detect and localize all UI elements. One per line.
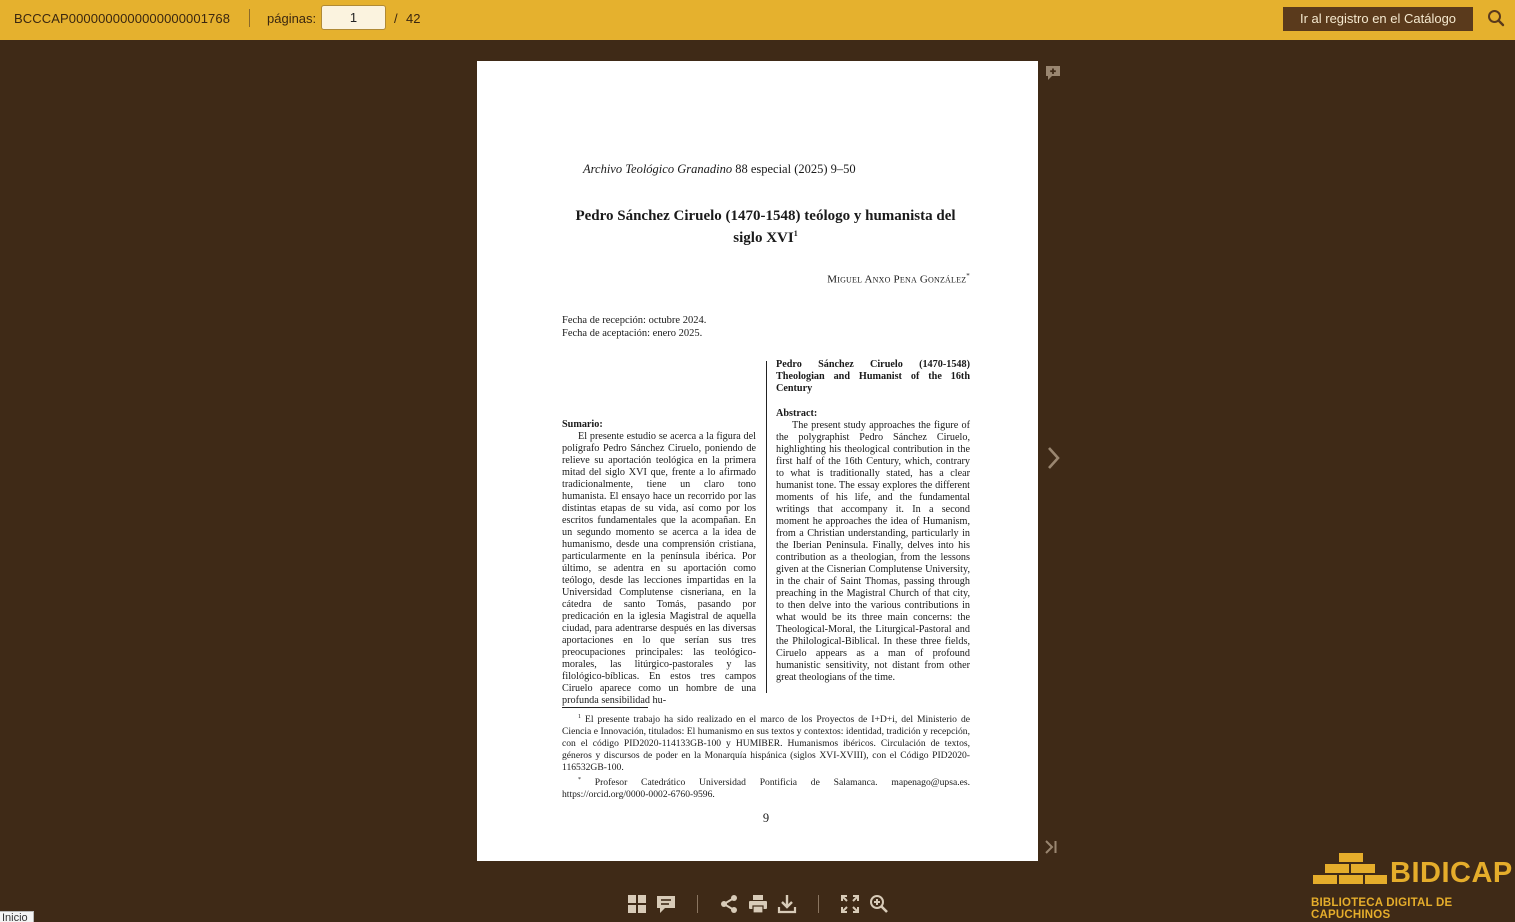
title-line-2: siglo XVI <box>733 230 794 246</box>
page-number-input[interactable] <box>321 5 386 30</box>
zoom-in-icon[interactable] <box>868 893 890 915</box>
logo-name: BIDICAP <box>1390 857 1513 889</box>
total-pages: 42 <box>406 11 421 26</box>
author-footnote-mark: * <box>966 272 970 280</box>
footnote-1-text: El presente trabajo ha sido realizado en el marco de los Proyectos de I+D+i, del Ministerio de Ciencia e Innovación, titulados: El humanismo en sus textos y contextos: identidad, tradición y recepción, con el código PID2020-114133GB-100 y HUMIBER. Humanismos ibéricos. Circulación de textos, géneros y discursos de poder en la Monarquía hispánica (siglos XVI-XVIII), con el Código PID2020-116532GB-100. <box>562 714 971 774</box>
summary-heading: Sumario: <box>562 419 603 430</box>
thumbnails-icon[interactable] <box>626 893 648 915</box>
top-toolbar <box>0 0 1515 40</box>
accepted-date: Fecha de aceptación: enero 2025. <box>562 328 703 339</box>
next-page-icon[interactable] <box>1043 444 1063 472</box>
journal-header <box>583 162 856 177</box>
fullscreen-icon[interactable] <box>839 893 861 915</box>
article-dates <box>562 314 706 340</box>
toolbar-separator <box>818 895 819 913</box>
journal-name: Archivo Teológico Granadino <box>583 162 733 176</box>
article-author <box>827 272 970 286</box>
document-page <box>477 61 1038 861</box>
toolbar-divider <box>249 9 250 27</box>
footnote-1 <box>562 711 970 774</box>
summary-column <box>562 419 756 707</box>
column-divider <box>766 361 767 693</box>
toolbar-separator <box>697 895 698 913</box>
footnote-2 <box>562 774 970 801</box>
abstract-heading: Abstract: <box>776 408 818 419</box>
abstract-text: The present study approaches the figure of the polygraphist Pedro Sánchez Ciruelo, highlighting his theological contribution in the first half of the 16th Century, which, contrary to what is traditionally stated, has a clear humanist tone. The essay explores the different moments of his life, and the fundamental writings that accompany it. In a second moment he approaches the idea of Humanism, from a Christian understanding, particularly in the Iberian Peninsula. Finally, delves into his contribution as a theologian, from the lessons given at the Cisnerian Complutense University, in the chair of Saint Thomas, passing through preaching in the Magistral Church of that city, to then delve into the various contributions in what would be its three main concerns: the Theological-Moral, the Liturgical-Pastoral and the Philological-Biblical. In these three fields, Ciruelo appears as a man of profound humanistic sensitivity, not distant from other great theologians of the time. <box>776 420 970 683</box>
footnotes <box>562 711 970 801</box>
title-footnote-mark: 1 <box>793 229 798 238</box>
add-comment-icon[interactable] <box>1044 64 1062 82</box>
abstract-column <box>776 359 970 684</box>
document-id: BCCCAP0000000000000000001768 <box>14 11 231 26</box>
footnote-rule <box>562 707 648 708</box>
journal-issue: 88 especial (2025) 9–50 <box>735 162 856 176</box>
page-separator: / <box>394 11 398 26</box>
logo-subtitle: BIBLIOTECA DIGITAL DE CAPUCHINOS <box>1311 897 1453 921</box>
last-page-icon[interactable] <box>1043 838 1059 856</box>
download-icon[interactable] <box>776 893 798 915</box>
english-title: Pedro Sánchez Ciruelo (1470-1548) Theologian and Humanist of the 16th Century <box>776 359 970 394</box>
footnote-1-mark: 1 <box>578 714 581 720</box>
pages-label: páginas: <box>267 11 317 26</box>
article-title <box>557 207 974 247</box>
print-icon[interactable] <box>747 893 769 915</box>
author-name: Miguel Anxo Pena González <box>827 273 967 286</box>
annotations-icon[interactable] <box>655 893 677 915</box>
share-icon[interactable] <box>718 893 740 915</box>
title-line-1: Pedro Sánchez Ciruelo (1470-1548) teólogo y humanista del <box>575 208 956 224</box>
search-icon[interactable] <box>1487 9 1505 27</box>
footnote-2-mark: * <box>578 777 581 784</box>
footnote-2-text: Profesor Catedrático Universidad Pontificia de Salamanca. mapenago@upsa.es. https://orcid.org/0000-0002-6760-9596. <box>562 777 970 801</box>
start-label[interactable]: Inicio <box>0 911 34 922</box>
received-date: Fecha de recepción: octubre 2024. <box>562 315 707 326</box>
catalog-record-button[interactable]: Ir al registro en el Catálogo <box>1283 7 1473 31</box>
summary-text: El presente estudio se acerca a la figura del polígrafo Pedro Sánchez Ciruelo, poniendo de relieve su aportación teológica en la primera mitad del siglo XVI que, frente a lo afirmado tradicionalmente, tiene un claro tono humanista. El ensayo hace un recorrido por las distintas etapas de su vida, así como por los escritos fundamentales que la acompañan. En un segundo momento se acerca a la idea de humanismo, desde una comprensión cristiana, particularmente en la península ibérica. Por último, se adentra en su aportación como teólogo, desde las lecciones impartidas en la Universidad Complutense cisneriana, en la cátedra de santo Tomás, pasando por predicación en la iglesia Magistral de aquella ciudad, para adentrarse después en las diversas aportaciones en lo que serían sus tres preocupaciones principales: las teológico-morales, las litúrgico-pastorales y las filológico-bíblicas. En estos tres campos Ciruelo aparece como un hombre de una profunda sensibilidad hu- <box>562 431 756 706</box>
page-number: 9 <box>762 811 770 825</box>
